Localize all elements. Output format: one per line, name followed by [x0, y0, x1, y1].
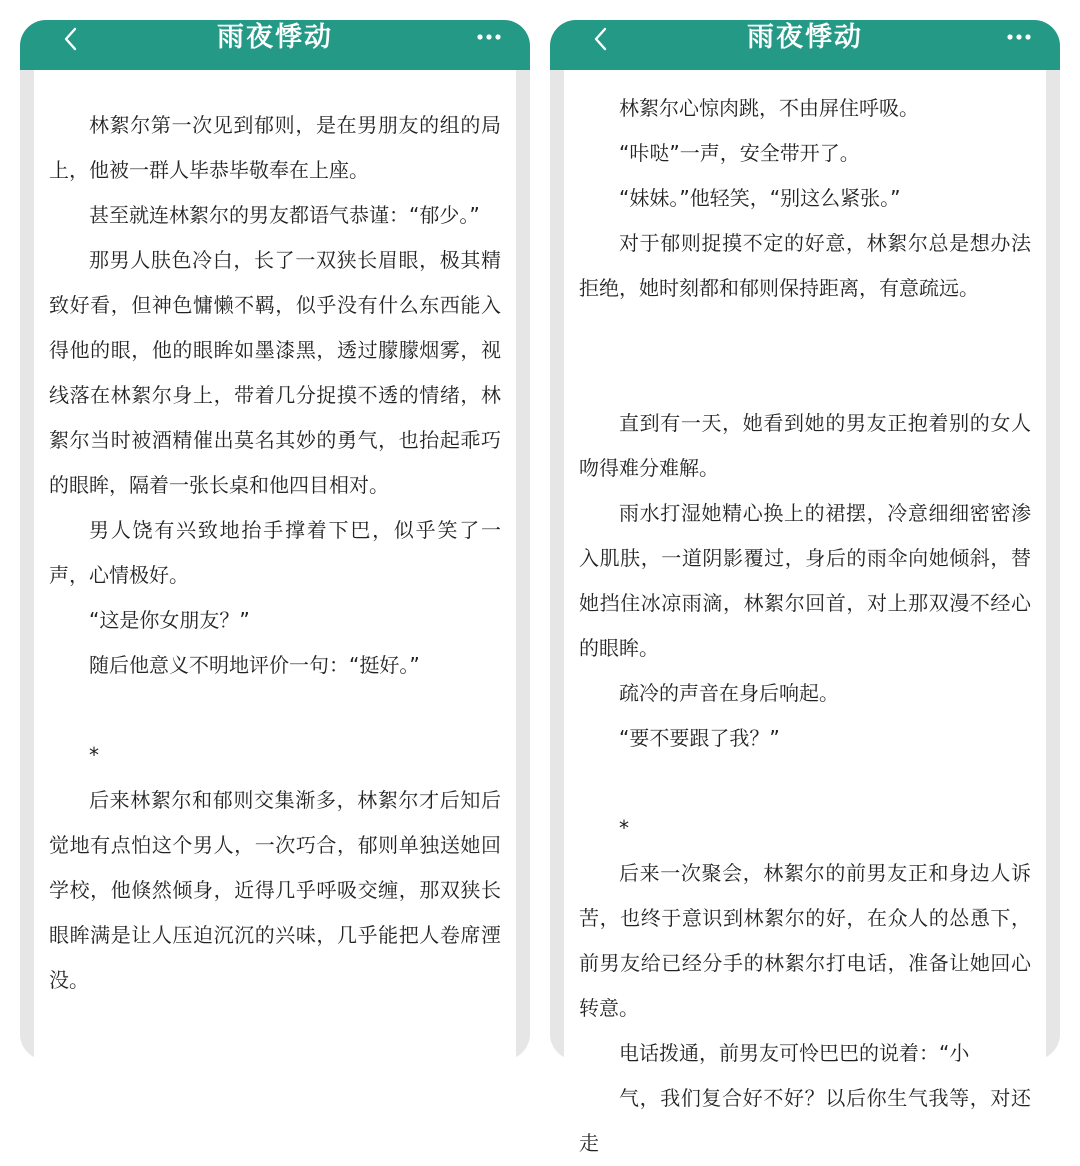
top-bar	[20, 20, 530, 70]
reader-screen-left	[20, 20, 530, 1060]
reader-screen-right	[550, 20, 1060, 1155]
more-dots-icon[interactable]	[476, 32, 502, 42]
paragraph: 那男人肤色冷白，长了一双狭长眉眼，极其精致好看，但神色慵懒不羁，似乎没有什么东西能入得他的眼，他的眼眸如墨漆黑，透过朦朦烟雾，视线落在林絮尔身上，带着几分捉摸不透的情绪，林絮尔当时被酒精催出莫名其妙的勇气，也抬起乖巧的眼眸，隔着一张长桌和他四目相对。	[49, 248, 501, 497]
more-dots-icon[interactable]	[1006, 32, 1032, 42]
paragraph: 电话拨通，前男友可怜巴巴的说着：“小	[619, 1041, 970, 1065]
paragraph: 男人饶有兴致地抬手撑着下巴，似乎笑了一声，心情极好。	[49, 518, 501, 587]
paragraph: “妹妹。”他轻笑，“别这么紧张。”	[619, 186, 901, 210]
chapter-text	[579, 86, 1031, 1166]
paragraph: 后来一次聚会，林絮尔的前男友正和身边人诉苦，也终于意识到林絮尔的好，在众人的怂恿下，前男友给已经分手的林絮尔打电话，准备让她回心转意。	[579, 861, 1031, 1020]
section-divider: *	[89, 743, 99, 767]
paragraph: 林絮尔心惊肉跳，不由屏住呼吸。	[619, 96, 919, 120]
reading-page[interactable]	[564, 70, 1046, 1155]
paragraph: 林絮尔第一次见到郁则，是在男朋友的组的局上，他被一群人毕恭毕敬奉在上座。	[49, 113, 501, 182]
paragraph: “咔哒”一声，安全带开了。	[619, 141, 860, 165]
section-divider: *	[619, 816, 629, 840]
paragraph: 气，我们复合好不好？以后你生气我等，对还走	[579, 1086, 1031, 1155]
page-title: 雨夜悸动	[217, 22, 333, 53]
paragraph: 甚至就连林絮尔的男友都语气恭谨：“郁少。”	[89, 203, 480, 227]
paragraph: 疏冷的声音在身后响起。	[619, 681, 839, 705]
chapter-text	[49, 103, 501, 1003]
paragraph-spacer	[579, 761, 1031, 806]
paragraph: 随后他意义不明地评价一句：“挺好。”	[89, 653, 420, 677]
reading-page[interactable]	[34, 70, 516, 1060]
page-title: 雨夜悸动	[747, 22, 863, 53]
paragraph-spacer	[579, 311, 1031, 401]
top-bar	[550, 20, 1060, 70]
paragraph: 后来林絮尔和郁则交集渐多，林絮尔才后知后觉地有点怕这个男人，一次巧合，郁则单独送她回学校，他倏然倾身，近得几乎呼吸交缠，那双狭长眼眸满是让人压迫沉沉的兴味，几乎能把人卷席湮没。	[49, 788, 501, 992]
paragraph: “要不要跟了我？”	[619, 726, 780, 750]
paragraph: “这是你女朋友？”	[89, 608, 250, 632]
paragraph: 对于郁则捉摸不定的好意，林絮尔总是想办法拒绝，她时刻都和郁则保持距离，有意疏远。	[579, 231, 1031, 300]
paragraph: 雨水打湿她精心换上的裙摆，冷意细细密密渗入肌肤，一道阴影覆过，身后的雨伞向她倾斜，替她挡住冰凉雨滴，林絮尔回首，对上那双漫不经心的眼眸。	[579, 501, 1031, 660]
paragraph: 直到有一天，她看到她的男友正抱着别的女人吻得难分难解。	[579, 411, 1031, 480]
paragraph-spacer	[49, 688, 501, 733]
